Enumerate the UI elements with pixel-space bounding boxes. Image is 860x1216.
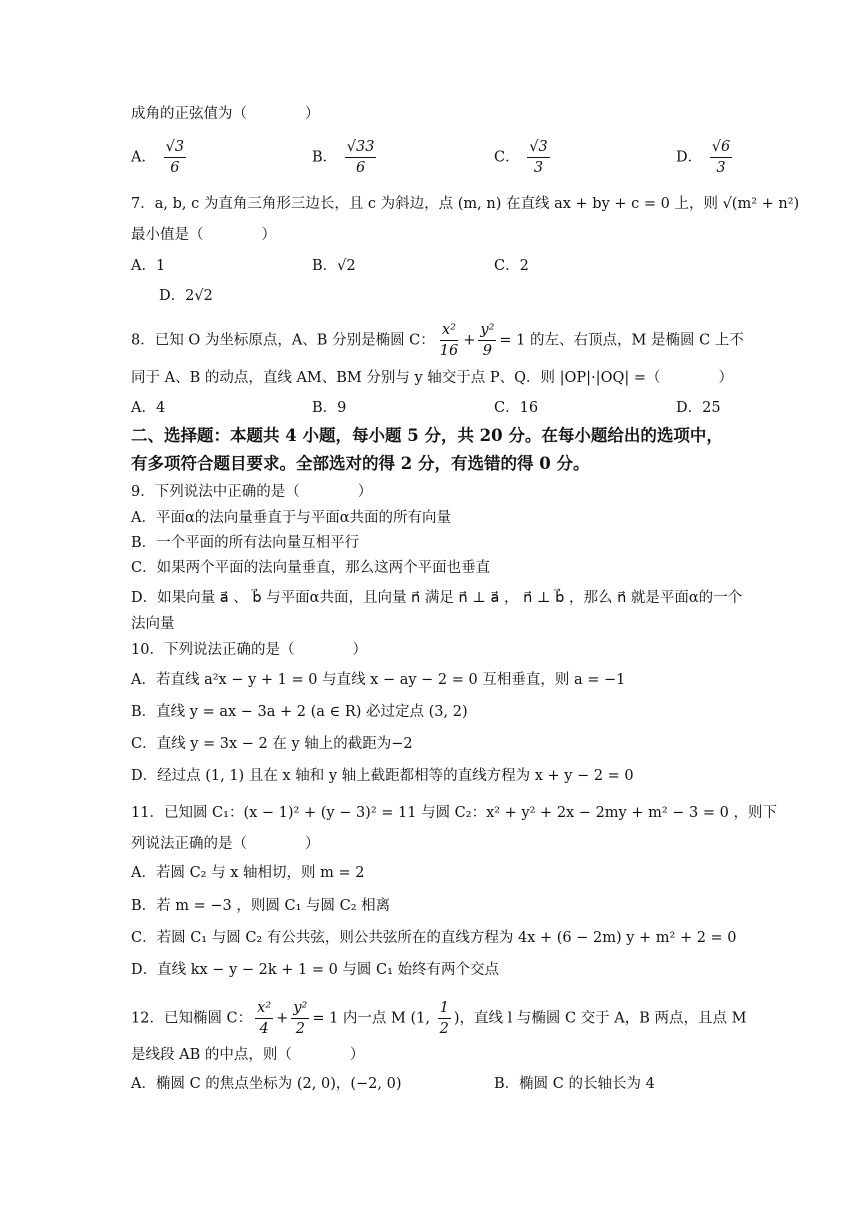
q7-option-a: A．1 [131, 258, 166, 274]
q8-option-d: D．25 [676, 400, 721, 416]
q10-option-d: D．经过点 (1, 1) 且在 x 轴和 y 轴上截距都相等的直线方程为 x + y − 2 = 0 [131, 768, 634, 784]
q7-stem-line1: 7．a, b, c 为直角三角形三边长，且 c 为斜边，点 (m, n) 在直线 ax + by + c = 0 上，则 √(m² + n²) [131, 196, 800, 212]
section-2-heading-line1: 二、选择题：本题共 4 小题，每小题 5 分，共 20 分。在每小题给出的选项中， [131, 426, 723, 445]
q12-option-a: A．椭圆 C 的焦点坐标为 (2, 0)，(−2, 0) [131, 1076, 402, 1092]
q11-option-b: B．若 m = −3 ，则圆 C₁ 与圆 C₂ 相离 [131, 898, 391, 914]
q8-stem-line2: 同于 A、B 的动点，直线 AM、BM 分别与 y 轴交于点 P、Q．则 |OP|·|OQ| =（ ） [131, 370, 733, 386]
q10-option-a: A．若直线 a²x − y + 1 = 0 与直线 x − ay − 2 = 0 互相垂直，则 a = −1 [131, 672, 626, 688]
q12-stem-line2: 是线段 AB 的中点，则（ ） [131, 1047, 365, 1063]
q8-option-b: B．9 [312, 400, 347, 416]
q12-option-b: B．椭圆 C 的长轴长为 4 [494, 1076, 655, 1092]
q10-option-c: C．直线 y = 3x − 2 在 y 轴上的截距为−2 [131, 736, 413, 752]
q6-option-d: D． $\frac{√6}{3}$ [676, 139, 731, 176]
q6-stem-tail: 成角的正弦值为（ ） [131, 106, 320, 122]
q7-stem-line2: 最小值是（ ） [131, 227, 276, 243]
q7-option-d: D．2√2 [159, 288, 213, 304]
q8-option-a: A．4 [131, 400, 166, 416]
q11-option-d: D．直线 kx − y − 2k + 1 = 0 与圆 C₁ 始终有两个交点 [131, 962, 500, 978]
q8-stem-line1: 8．已知 O 为坐标原点，A、B 分别是椭圆 C： $\frac{\text{x²}}{16}$ + $\frac{\text{y²}}{9}$ = 1 的左、右顶点，M 是椭圆 C 上不 [131, 322, 744, 359]
q7-option-c: C．2 [494, 258, 529, 274]
q10-option-b: B．直线 y = ax − 3a + 2 (a ∈ R) 必过定点 (3, 2) [131, 704, 468, 720]
q6-option-b: B． $\frac{√33}{6}$ [312, 139, 375, 176]
q10-stem: 10．下列说法正确的是（ ） [131, 642, 367, 658]
q9-option-b: B．一个平面的所有法向量互相平行 [131, 535, 360, 551]
q8-option-c: C．16 [494, 400, 539, 416]
q11-option-c: C．若圆 C₁ 与圆 C₂ 有公共弦，则公共弦所在的直线方程为 4x + (6 − 2m) y + m² + 2 = 0 [131, 930, 737, 946]
section-2-heading-line2: 有多项符合题目要求。全部选对的得 2 分，有选错的得 0 分。 [131, 454, 590, 473]
q9-option-d-line1: D．如果向量 a⃗ 、 b⃗ 与平面α共面，且向量 n⃗ 满足 n⃗ ⊥ a⃗ ， n⃗ ⊥ b⃗ ，那么 n⃗ 就是平面α的一个 [131, 590, 743, 606]
q6-option-c: C． $\frac{√3}{3}$ [494, 139, 548, 176]
q11-stem-line2: 列说法正确的是（ ） [131, 836, 320, 852]
q6-option-a: A． $\frac{√3}{6}$ [131, 139, 185, 176]
q9-option-a: A．平面α的法向量垂直于与平面α共面的所有向量 [131, 510, 452, 526]
q9-option-d-line2: 法向量 [131, 616, 175, 632]
q7-option-b: B．√2 [312, 258, 356, 274]
q11-stem-line1: 11．已知圆 C₁：(x − 1)² + (y − 3)² = 11 与圆 C₂：x² + y² + 2x − 2my + m² − 3 = 0 ，则下 [131, 805, 777, 821]
q12-stem-line1: 12．已知椭圆 C： $\frac{\text{x²}}{4}$ + $\frac{\text{y²}}{2}$ = 1 内一点 M (1, $\frac{1}{2}$ )，直线 l 与椭圆 C 交于 A，B 两点，且点 M [131, 1000, 747, 1037]
q11-option-a: A．若圆 C₂ 与 x 轴相切，则 m = 2 [131, 865, 365, 881]
q9-stem: 9．下列说法中正确的是（ ） [131, 484, 373, 500]
q9-option-c: C．如果两个平面的法向量垂直，那么这两个平面也垂直 [131, 560, 491, 576]
